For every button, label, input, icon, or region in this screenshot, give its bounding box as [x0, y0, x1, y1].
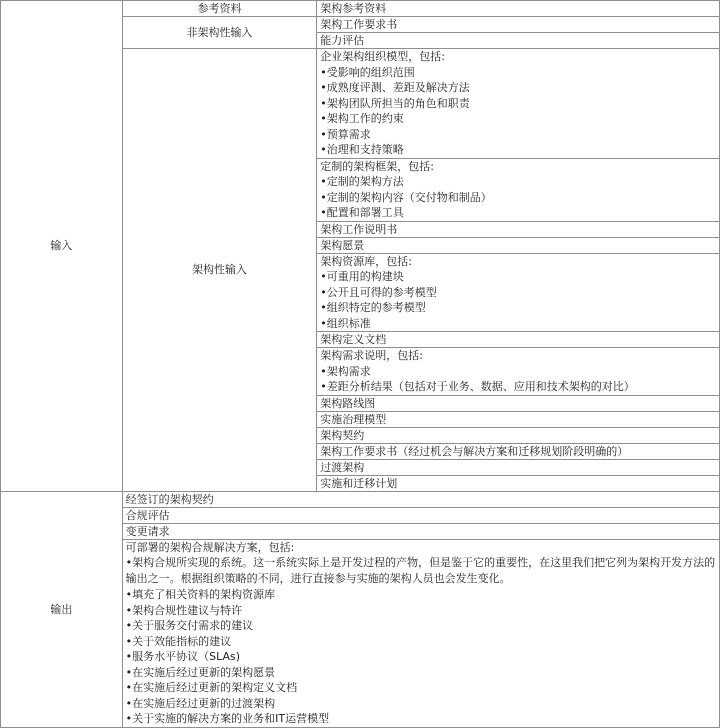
output-solutions-line: •架构合规性建议与特许 — [125, 603, 243, 617]
table-row — [1, 1, 720, 17]
output-solutions-line: •在实施后经过更新的过渡架构 — [125, 696, 276, 710]
arch-input-line: •架构工作的约束 — [320, 112, 404, 125]
arch-input-line: 架构工作要求书（经过机会与解决方案和迁移规划阶段明确的） — [320, 444, 629, 458]
output-section-label: 输出 — [1, 491, 123, 727]
arch-input-item — [317, 332, 720, 348]
arch-input-line: •差距分析结果（包括对于业务、数据、应用和技术架构的对比） — [320, 380, 635, 393]
arch-input-line: •定制的架构内容（交付物和制品） — [320, 190, 492, 204]
reference-category-label: 参考资料 — [122, 1, 317, 17]
arch-input-category-label: 架构性输入 — [122, 49, 317, 492]
arch-input-item — [317, 237, 720, 253]
arch-input-item — [317, 459, 720, 475]
arch-input-item — [317, 348, 720, 396]
output-solutions-paragraph: •架构合规所实现的系统。这一系统实际上是开发过程的产物，但是鉴于它的重要性，在这里我们把它列为架构开发方法的输出之一。根据组织策略的不同，进行直接参与实施的架构人员也会发生变化。 — [125, 556, 716, 585]
arch-input-line: •公开且可得的参考模型 — [320, 285, 437, 299]
arch-input-line: •架构团队所担当的角色和职责 — [320, 96, 470, 110]
arch-input-line: 企业架构组织模型，包括: — [320, 50, 445, 63]
input-section-label: 输入 — [1, 1, 123, 492]
arch-input-line: •预算需求 — [320, 127, 371, 141]
arch-input-line: •治理和支持策略 — [320, 143, 404, 156]
output-solutions-line: •服务水平协议（SLAs) — [125, 650, 241, 663]
output-solutions-line: •关于效能指标的建议 — [125, 634, 232, 648]
output-item: 经签订的架构契约 — [122, 491, 719, 507]
arch-input-line: 架构契约 — [320, 428, 365, 442]
arch-input-line: •可重用的构建块 — [320, 270, 404, 283]
arch-input-line: 架构愿景 — [320, 238, 365, 252]
arch-input-line: •组织特定的参考模型 — [320, 301, 426, 314]
arch-input-line: 架构定义文档 — [320, 333, 387, 346]
output-solutions-line: •在实施后经过更新的架构定义文档 — [125, 681, 298, 694]
arch-input-item — [317, 443, 720, 459]
arch-input-line: •定制的架构方法 — [320, 175, 404, 188]
arch-input-item — [317, 475, 720, 491]
arch-input-item — [317, 49, 720, 159]
arch-input-line: •成熟度评测、差距及解决方法 — [320, 81, 470, 94]
arch-input-line: 定制的架构框架，包括: — [320, 159, 434, 173]
arch-input-item — [317, 158, 720, 221]
arch-input-line: •配置和部署工具 — [320, 206, 404, 219]
output-solutions-item — [122, 539, 719, 727]
arch-input-line: 实施和迁移计划 — [320, 476, 398, 490]
table-row — [1, 491, 720, 507]
arch-input-line: 实施治理模型 — [320, 412, 387, 426]
output-solutions-line: •关于实施的解决方案的业务和IT运营模型 — [125, 712, 330, 725]
arch-input-item — [317, 411, 720, 427]
arch-input-item — [317, 221, 720, 237]
reference-item: 架构参考资料 — [317, 1, 720, 17]
arch-input-line: •组织标准 — [320, 316, 371, 330]
arch-input-line: 架构工作说明书 — [320, 222, 398, 236]
arch-input-line: 过渡架构 — [320, 460, 365, 474]
arch-input-line: 架构路线图 — [320, 396, 376, 410]
arch-input-item — [317, 253, 720, 332]
arch-input-line: 架构需求说明，包括: — [320, 349, 423, 362]
output-solutions-line: •在实施后经过更新的架构愿景 — [125, 665, 276, 679]
arch-input-line: 架构资源库，包括: — [320, 254, 412, 268]
arch-input-line: •架构需求 — [320, 364, 371, 378]
output-solutions-line: •填充了相关资料的架构资源库 — [125, 588, 276, 601]
output-solutions-heading: 可部署的架构合规解决方案，包括: — [125, 540, 295, 554]
non-arch-input-item: 能力评估 — [317, 33, 720, 49]
arch-input-item — [317, 427, 720, 443]
arch-input-item — [317, 395, 720, 411]
arch-input-line: •受影响的组织范围 — [320, 65, 415, 79]
output-item: 变更请求 — [122, 523, 719, 539]
non-arch-input-item: 架构工作要求书 — [317, 17, 720, 33]
output-solutions-line: •关于服务交付需求的建议 — [125, 619, 254, 632]
non-arch-input-category-label: 非架构性输入 — [122, 17, 317, 49]
output-item: 合规评估 — [122, 507, 719, 523]
